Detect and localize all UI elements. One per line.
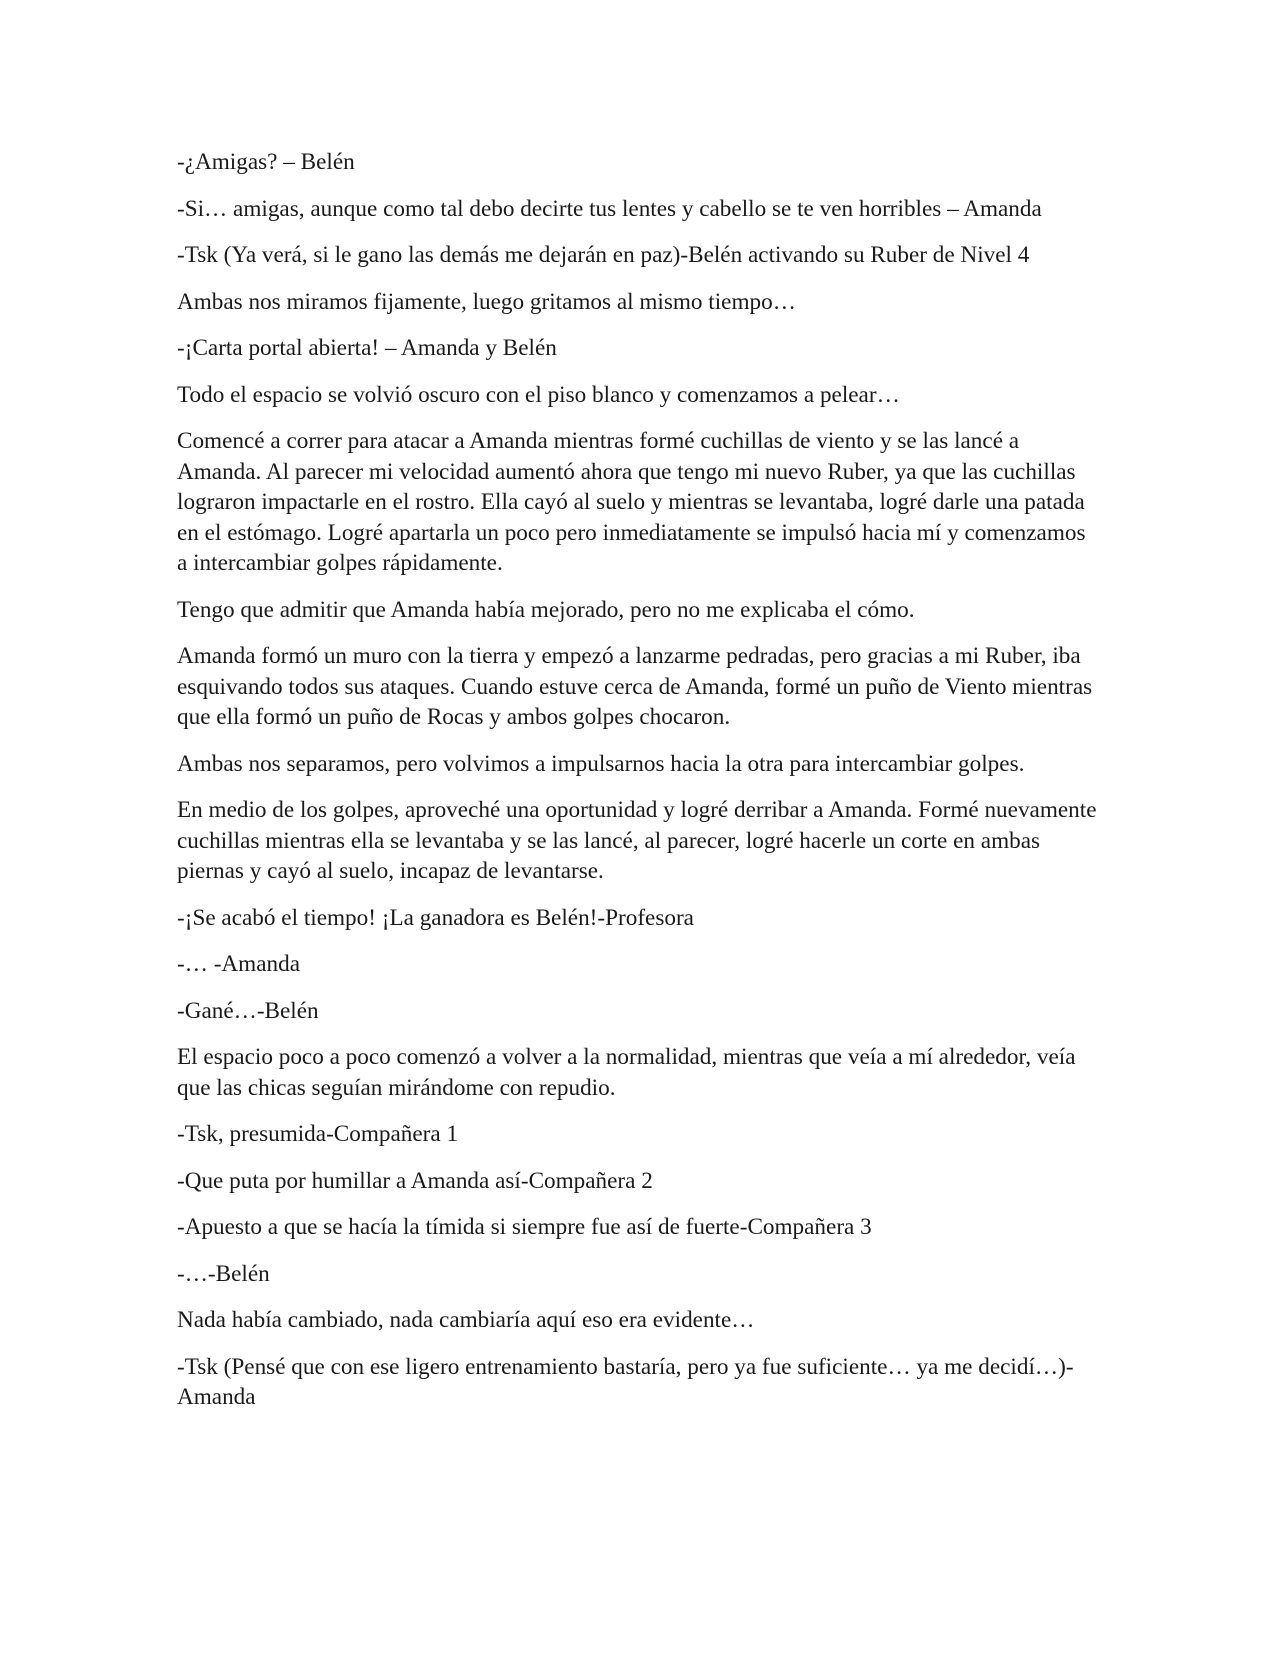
- paragraph: -Si… amigas, aunque como tal debo decirte tus lentes y cabello se te ven horribles – Amanda: [177, 195, 1042, 222]
- paragraph: Amanda formó un muro con la tierra y empezó a lanzarme pedradas, pero gracias a mi Ruber, iba esquivando todos sus ataques. Cuando estuve cerca de Amanda, formé un puño de Viento mientras que ella formó un puño de Rocas y ambos golpes chocaron.: [177, 643, 1093, 730]
- paragraph: Comencé a correr para atacar a Amanda mientras formé cuchillas de viento y se las lancé a Amanda. Al parecer mi velocidad aumentó ahora que tengo mi nuevo Ruber, ya que las cuchillas lograron impactarle en el rostro. Ella cayó al suelo y mientras se levantaba, logré darle una patada en el estómago. Logré apartarla un poco pero inmediatamente se impulsó hacia mí y comenzamos a intercambiar golpes rápidamente.: [177, 428, 1086, 576]
- paragraph: -¡Se acabó el tiempo! ¡La ganadora es Belén!-Profesora: [177, 904, 694, 931]
- paragraph: -Que puta por humillar a Amanda así-Compañera 2: [177, 1167, 653, 1194]
- paragraph: El espacio poco a poco comenzó a volver a la normalidad, mientras que veía a mí alrededor, veía que las chicas seguían mirándome con repudio.: [177, 1044, 1076, 1101]
- paragraph: -Tsk (Pensé que con ese ligero entrenamiento bastaría, pero ya fue suficiente… ya me decidí…)-Amanda: [177, 1353, 1074, 1410]
- paragraph: Nada había cambiado, nada cambiaría aquí eso era evidente…: [177, 1307, 755, 1333]
- paragraph: -Gané…-Belén: [177, 997, 319, 1024]
- paragraph: -¡Carta portal abierta! – Amanda y Belén: [177, 335, 557, 361]
- paragraph: Todo el espacio se volvió oscuro con el piso blanco y comenzamos a pelear…: [177, 381, 900, 408]
- paragraph: -Apuesto a que se hacía la tímida si siempre fue así de fuerte-Compañera 3: [177, 1214, 872, 1240]
- paragraph: -¿Amigas? – Belén: [177, 149, 355, 175]
- paragraph: Ambas nos separamos, pero volvimos a impulsarnos hacia la otra para intercambiar golpes.: [177, 750, 1025, 777]
- paragraph: En medio de los golpes, aproveché una oportunidad y logré derribar a Amanda. Formé nuevamente cuchillas mientras ella se levantaba y se las lancé, al parecer, logré hacerle un corte en ambas piernas y cayó al suelo, incapaz de levantarse.: [177, 797, 1097, 884]
- paragraph: Tengo que admitir que Amanda había mejorado, pero no me explicaba el cómo.: [177, 596, 915, 623]
- paragraph: -Tsk, presumida-Compañera 1: [177, 1121, 459, 1147]
- document-body: [177, 147, 1097, 1429]
- paragraph: -…-Belén: [177, 1260, 270, 1287]
- paragraph: Ambas nos miramos fijamente, luego gritamos al mismo tiempo…: [177, 288, 796, 315]
- paragraph: -Tsk (Ya verá, si le gano las demás me dejarán en paz)-Belén activando su Ruber de Nivel 4: [177, 242, 1030, 268]
- paragraph: -… -Amanda: [177, 951, 300, 977]
